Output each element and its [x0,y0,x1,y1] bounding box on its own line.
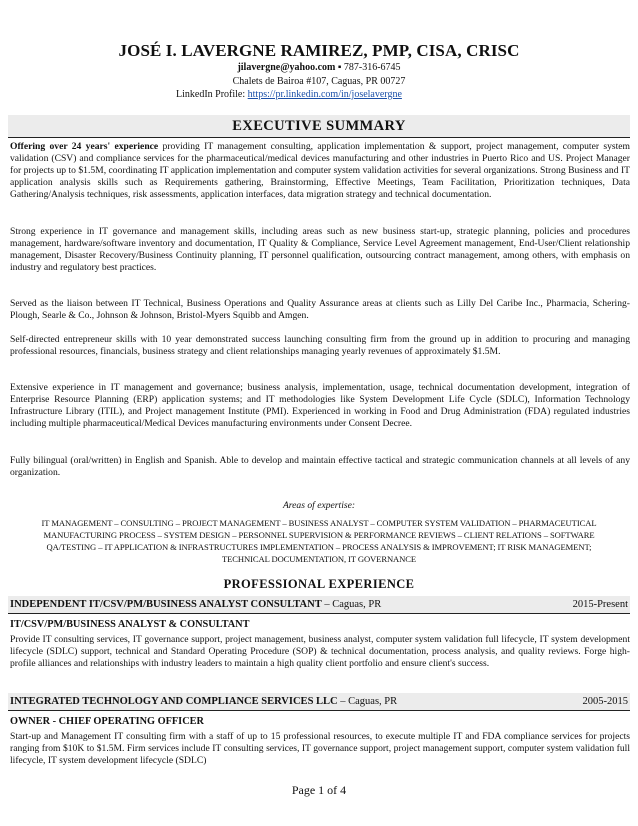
linkedin-line [176,89,638,100]
mailing-address: Chalets de Bairoa #107, Caguas, PR 00727 [232,76,406,87]
summary-lead: Offering over 24 years' experience [10,141,159,152]
summary-paragraph: Served as the liaison between IT Technical, Business Operations and Quality Assurance areas at clients such as Lilly Del Caribe Inc., Pharmacia, Schering-Plough, Searle & Co., Johnson & Johnson, Bristol-Myers Squibb and Amgen. [10,298,630,321]
summary-paragraph [10,141,630,201]
summary-paragraph: Strong experience in IT governance and management skills, including areas such as new business start-up, strategic planning, policies and procedures management, hardware/software inventory and documentation, IT Quality & Compliance, Service Level Agreement management, End-User/Client relationship management, Disaster Recovery/Business Continuity planning, IT personnel qualification, outsourcing contract management, among others, with emphasis on industry and regulatory best practices. [10,226,630,273]
summary-paragraph: Extensive experience in IT management and governance; business analysis, implementation, usage, technical documentation development, integration of Enterprise Resource Planning (ERP) application systems; and IT methodologies like System Development Life Cycle (SDLC), Information Technology Infrastructure Library (ITIL), and Project management Institute (PMI). Experienced in working in Food and Drug Administration (FDA) regulated industries including multiple pharmaceutical/Medical Devices manufacturing environments under Consent Decree. [10,382,630,429]
job-location: – Caguas, PR [337,696,398,707]
phone-number: ▪ 787-316-6745 [335,62,401,73]
contact-line [0,62,638,73]
areas-of-expertise-title: Areas of expertise: [282,500,356,511]
executive-summary-heading: EXECUTIVE SUMMARY [8,115,630,138]
page-number: Page 1 of 4 [291,783,347,797]
summary-text: providing IT management consulting, application implementation & support, project management, computer system validation (CSV) and compliance services for the pharmaceutical/medical devices manufacturing and other industries in Puerto Rico and US. Project Manager for projects up to $1.5M, coordinating IT application implementation and computer system validation activities for several organizations. Strong Business and IT application analysis skills such as Requirements gathering, Brainstorming, Effective Meetings, Team Facilitation, Prioritization techniques, Data Gathering/Analysis techniques, risk assessments, application interfaces, data migration strategy and technical documentation. [10,141,630,200]
job-header [8,693,630,711]
employer-name: INDEPENDENT IT/CSV/PM/BUSINESS ANALYST CONSULTANT – Caguas, PR [10,599,382,610]
job-location: – Caguas, PR [321,599,382,610]
professional-experience-heading: PROFESSIONAL EXPERIENCE [223,577,415,591]
summary-paragraph: Self-directed entrepreneur skills with 10 year demonstrated success launching consulting firm from the ground up in addition to procuring and managing professional resources, financials, business strategy and client relationships managing yearly revenues of approximately $1.5M. [10,334,630,357]
job-dates: 2005-2015 [582,696,628,707]
areas-of-expertise-list: IT MANAGEMENT – CONSULTING – PROJECT MANAGEMENT – BUSINESS ANALYST – COMPUTER SYSTEM VALIDATION – PHARMACEUTICAL MANUFACTURING PROCESS – SYSTEM DESIGN – PERSONNEL SUPERVISION & PERFORMANCE REVIEWS – CLIENT RELATIONS – SOFTWARE QA/TESTING – IT APPLICATION & INFRASTRUCTURES IMPLEMENTATION – PROCESS ANALYSIS & IMPROVEMENT; IT RISK MANAGEMENT; TECHNICAL DOCUMENTATION, IT GOVERNANCE [41,518,597,564]
job-header [8,596,630,614]
job-title: OWNER - CHIEF OPERATING OFFICER [10,716,204,727]
candidate-name: JOSÉ I. LAVERGNE RAMIREZ, PMP, CISA, CRISC [118,41,520,60]
job-title: IT/CSV/PM/BUSINESS ANALYST & CONSULTANT [10,619,250,630]
job-description: Provide IT consulting services, IT governance support, project management, business analyst, computer system validation full lifecycle, IT system development lifecycle (SDLC) support, technical and Standard Operating Procedure (SOP) & technical documentation, process analysis, and quality reviews. Forge high-profile alliances and relationships with industry leaders to maintain a high quality client portfolio and ensure client's success. [10,634,630,669]
linkedin-label: LinkedIn Profile: [176,89,248,100]
job-dates: 2015-Present [572,599,628,610]
summary-paragraph: Fully bilingual (oral/written) in English and Spanish. Able to develop and maintain effective tactical and strategic communication channels at all levels of any organization. [10,455,630,478]
job-description: Start-up and Management IT consulting firm with a staff of up to 15 professional resources, to execute multiple IT and FDA compliance services for projects ranging from $10K to $1.5M. Firm services include IT consulting services, IT governance support, project management support, computer system validation full lifecycle, IT system development lifecycle (SDLC) [10,731,630,766]
employer-name: INTEGRATED TECHNOLOGY AND COMPLIANCE SERVICES LLC – Caguas, PR [10,696,398,707]
linkedin-link[interactable]: https://pr.linkedin.com/in/joselavergne [247,89,402,100]
email-address[interactable]: jilavergne@yahoo.com [237,62,336,73]
